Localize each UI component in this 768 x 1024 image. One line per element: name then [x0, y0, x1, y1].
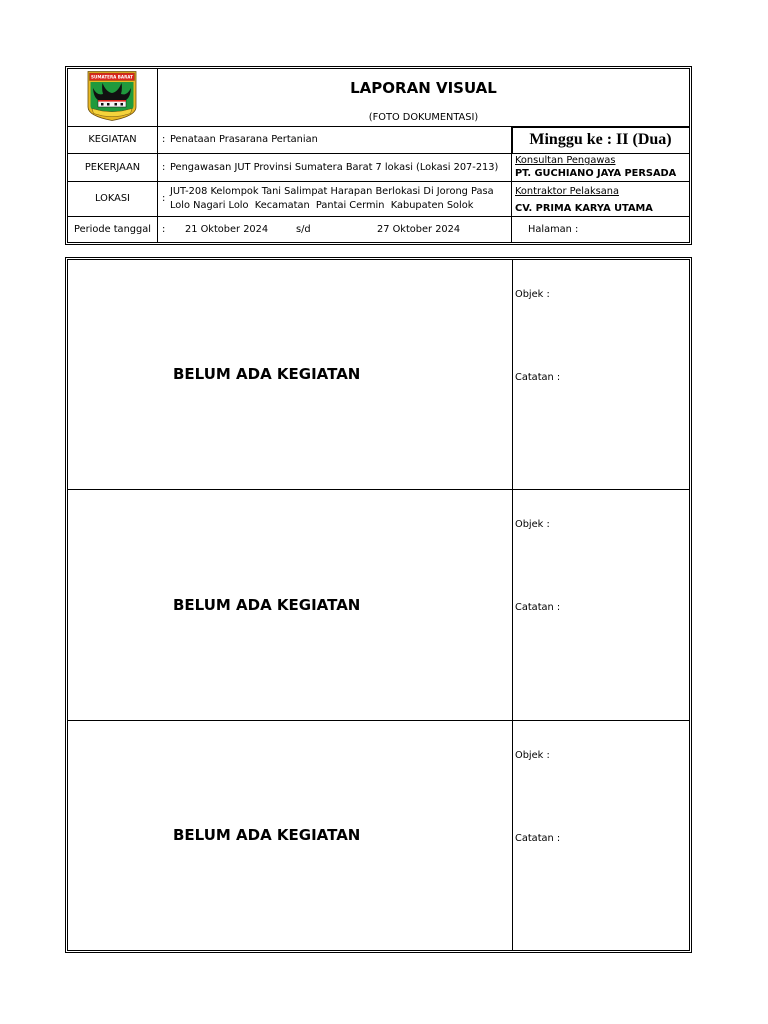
- coat-of-arms-icon: [86, 70, 138, 122]
- photo-cell: [68, 490, 513, 720]
- header-table: [65, 66, 692, 245]
- periode-separator: s/d: [296, 224, 311, 235]
- konsultan-name: PT. GUCHIANO JAYA PERSADA: [515, 168, 677, 179]
- pekerjaan-colon: :: [162, 162, 166, 173]
- kegiatan-value: Penataan Prasarana Pertanian: [170, 134, 318, 145]
- lokasi-line: JUT-208 Kelompok Tani Salimpat Harapan Berlokasi Di Jorong Pasa: [170, 186, 494, 197]
- logo-window: [115, 103, 118, 106]
- logo-window: [107, 103, 110, 106]
- lokasi-label-cell: [68, 182, 158, 217]
- report-title: LAPORAN VISUAL: [350, 79, 497, 97]
- lokasi-value-cell: [158, 182, 512, 217]
- catatan-label: Catatan :: [515, 833, 561, 844]
- notes-cell: [513, 260, 689, 489]
- notes-cell: [513, 721, 689, 950]
- report-subtitle: (FOTO DOKUMENTASI): [368, 112, 479, 123]
- photo-cell: [68, 721, 513, 950]
- pekerjaan-label: PEKERJAAN: [84, 162, 141, 173]
- lokasi-label: LOKASI: [95, 193, 130, 204]
- konsultan-label: Konsultan Pengawas: [515, 155, 616, 166]
- lokasi-line: Lolo Nagari Lolo Kecamatan Pantai Cermin Kabupaten Solok: [170, 200, 474, 211]
- photo-table: [65, 257, 692, 953]
- logo-house-stripe: [98, 100, 126, 102]
- periode-label-cell: [68, 217, 158, 242]
- periode-end-date: 27 Oktober 2024: [377, 224, 461, 235]
- pekerjaan-value-cell: [158, 154, 512, 182]
- logo-banner-text: SUMATERA BARAT: [91, 75, 138, 81]
- lokasi-colon: :: [162, 193, 166, 204]
- halaman-label: Halaman :: [528, 224, 579, 235]
- pekerjaan-value: Pengawasan JUT Provinsi Sumatera Barat 7 lokasi (Lokasi 207-213): [170, 162, 499, 173]
- catatan-label: Catatan :: [515, 372, 561, 383]
- periode-value-cell: [158, 217, 512, 242]
- kegiatan-label: KEGIATAN: [88, 134, 137, 145]
- konsultan-cell: [512, 154, 689, 182]
- objek-label: Objek :: [515, 519, 550, 530]
- kegiatan-value-cell: [158, 127, 512, 154]
- kegiatan-colon: :: [162, 134, 166, 145]
- minggu-cell: [512, 127, 689, 154]
- kontraktor-label: Kontraktor Pelaksana: [515, 186, 619, 197]
- logo-window: [121, 103, 124, 106]
- photo-row: [68, 260, 689, 490]
- kegiatan-label-cell: [68, 127, 158, 154]
- logo-window: [101, 103, 104, 106]
- photo-row: [68, 490, 689, 721]
- notes-cell: [513, 490, 689, 720]
- halaman-cell: [512, 217, 689, 242]
- minggu-ke: Minggu ke : II (Dua): [529, 131, 672, 148]
- periode-label: Periode tanggal: [74, 224, 151, 235]
- photo-row: [68, 721, 689, 950]
- photo-placeholder: BELUM ADA KEGIATAN: [173, 826, 361, 844]
- photo-placeholder: BELUM ADA KEGIATAN: [173, 365, 361, 383]
- objek-label: Objek :: [515, 289, 550, 300]
- lokasi-value: [170, 185, 494, 213]
- kontraktor-name: CV. PRIMA KARYA UTAMA: [515, 203, 653, 214]
- objek-label: Objek :: [515, 750, 550, 761]
- kontraktor-cell: [512, 182, 689, 217]
- pekerjaan-label-cell: [68, 154, 158, 182]
- photo-cell: [68, 260, 513, 489]
- periode-start-date: 21 Oktober 2024: [185, 224, 269, 235]
- catatan-label: Catatan :: [515, 602, 561, 613]
- periode-colon: :: [162, 224, 166, 235]
- photo-placeholder: BELUM ADA KEGIATAN: [173, 596, 361, 614]
- logo-cell: [68, 69, 158, 127]
- title-cell: [158, 69, 689, 127]
